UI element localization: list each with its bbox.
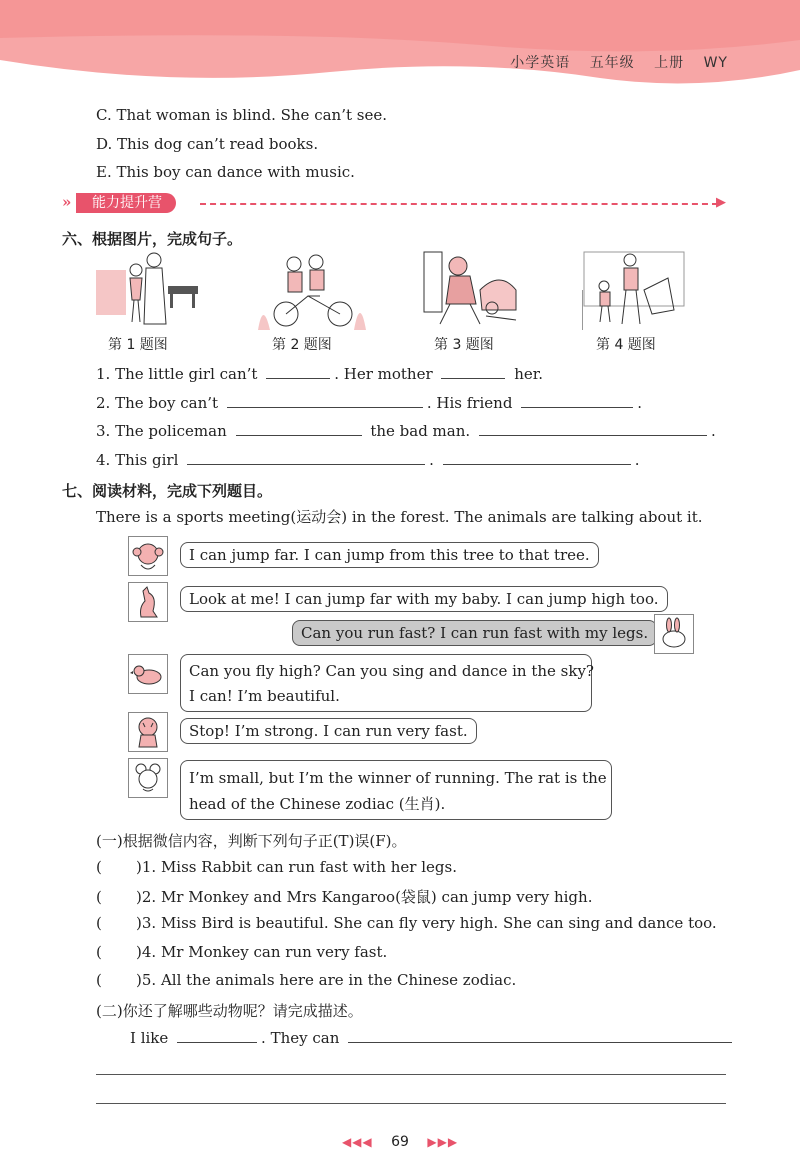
- q3-num: 3.: [96, 422, 111, 440]
- q2-blank-1[interactable]: [227, 393, 423, 408]
- tf-text-3: Miss Bird is beautiful. She can fly very high. She can sing and dance too.: [160, 914, 717, 932]
- tf-item-1: [96, 858, 457, 876]
- tf-paren-1[interactable]: (: [96, 858, 102, 876]
- footer-left-arrows-icon: ◀◀◀: [341, 1135, 373, 1149]
- tf-item-3: [96, 914, 717, 932]
- banner-arrow-icon: »: [62, 193, 72, 211]
- section-banner: 能力提升营: [76, 193, 176, 213]
- chat-bubble-kangaroo: Look at me! I can jump far with my baby. I can jump high too.: [180, 586, 668, 612]
- picture-2: [258, 250, 368, 330]
- caption-2: 第 2 题图: [272, 337, 332, 353]
- page-number: 69: [391, 1134, 409, 1150]
- q1-num: 1.: [96, 365, 111, 383]
- picture-3: [420, 250, 530, 330]
- q2-text-a: The boy can’t: [115, 394, 219, 412]
- writing-line-2[interactable]: [96, 1103, 726, 1104]
- q4-blank-1[interactable]: [187, 450, 425, 465]
- chat-bubble-rabbit: Can you run fast? I can run fast with my legs.: [292, 620, 657, 646]
- q4-text-b: .: [429, 451, 434, 469]
- header-subject: 小学英语: [510, 55, 571, 71]
- option-c: C. That woman is blind. She can’t see.: [96, 106, 387, 124]
- q2-blank-2[interactable]: [521, 393, 633, 408]
- q1-text-c: her.: [514, 365, 544, 383]
- caption-4: 第 4 题图: [596, 337, 656, 353]
- header-volume: 上册: [654, 55, 685, 71]
- part2-blank-ability[interactable]: [348, 1028, 732, 1043]
- q2-num: 2.: [96, 394, 111, 412]
- q2-text-b: . His friend: [426, 394, 513, 412]
- question-4: [96, 450, 640, 469]
- q4-blank-2[interactable]: [443, 450, 631, 465]
- option-e: E. This boy can dance with music.: [96, 163, 355, 181]
- kangaroo-icon: [128, 582, 168, 622]
- part2-text-a: I like: [130, 1029, 169, 1047]
- q1-text-b: . Her mother: [334, 365, 433, 383]
- tf-text-2: Mr Monkey and Mrs Kangaroo(袋鼠) can jump very high.: [160, 888, 593, 906]
- bird-icon: [128, 654, 168, 694]
- footer-right-arrows-icon: ▶▶▶: [427, 1135, 459, 1149]
- tf-paren-4[interactable]: (: [96, 943, 102, 961]
- tf-item-2: [96, 886, 592, 907]
- rat-line-2: head of the Chinese zodiac (生肖).: [189, 795, 446, 813]
- q4-num: 4.: [96, 451, 111, 469]
- q3-text-b: the bad man.: [370, 422, 471, 440]
- tf-item-4: [96, 943, 387, 961]
- tf-num-5: )5.: [136, 971, 157, 989]
- bird-line-1: Can you fly high? Can you sing and dance in the sky?: [189, 662, 594, 680]
- question-2: [96, 393, 642, 412]
- question-1: [96, 364, 543, 383]
- q4-text-a: This girl: [115, 451, 179, 469]
- picture-4: [582, 250, 692, 330]
- page-footer: [0, 1134, 800, 1150]
- chat-bubble-rat: [180, 760, 612, 820]
- tf-num-4: )4.: [136, 943, 157, 961]
- tiger-icon: [128, 712, 168, 752]
- section6-title: 六、根据图片，完成句子。: [62, 230, 243, 248]
- rat-line-1: I’m small, but I’m the winner of running. The rat is the: [189, 769, 607, 787]
- q1-blank-1[interactable]: [266, 364, 330, 379]
- tf-num-2: )2.: [136, 888, 157, 906]
- part2-sentence: [130, 1028, 736, 1047]
- part2-blank-animal[interactable]: [177, 1028, 257, 1043]
- q1-blank-2[interactable]: [441, 364, 505, 379]
- rat-icon: [128, 758, 168, 798]
- chat-bubble-bird: [180, 654, 592, 712]
- bird-line-2: I can! I’m beautiful.: [189, 687, 340, 705]
- q3-blank-2[interactable]: [479, 421, 707, 436]
- header-band: [0, 0, 800, 90]
- chat-bubble-monkey: I can jump far. I can jump from this tree to that tree.: [180, 542, 599, 568]
- tf-text-5: All the animals here are in the Chinese zodiac.: [160, 971, 517, 989]
- part2-title: (二)你还了解哪些动物呢？请完成描述。: [96, 1002, 363, 1020]
- banner-dashed-line: [200, 203, 718, 205]
- header-edition: WY: [703, 55, 728, 71]
- header-info: [496, 52, 728, 72]
- q3-text-a: The policeman: [115, 422, 227, 440]
- caption-3: 第 3 题图: [434, 337, 494, 353]
- caption-1: 第 1 题图: [108, 337, 168, 353]
- tf-paren-5[interactable]: (: [96, 971, 102, 989]
- writing-line-1[interactable]: [96, 1074, 726, 1075]
- header-grade: 五年级: [589, 55, 635, 71]
- q4-text-c: .: [634, 451, 640, 469]
- section7-intro: There is a sports meeting(运动会) in the forest. The animals are talking about it.: [96, 508, 703, 526]
- part1-title: (一)根据微信内容，判断下列句子正(T)误(F)。: [96, 832, 407, 850]
- section7-title: 七、阅读材料，完成下列题目。: [62, 482, 273, 500]
- part2-text-b: . They can: [261, 1029, 340, 1047]
- option-d: D. This dog can’t read books.: [96, 135, 319, 153]
- tf-text-4: Mr Monkey can run very fast.: [160, 943, 388, 961]
- q1-text-a: The little girl can’t: [115, 365, 258, 383]
- picture-1: [96, 250, 206, 330]
- tf-num-1: )1.: [136, 858, 157, 876]
- tf-paren-2[interactable]: (: [96, 888, 102, 906]
- tf-item-5: [96, 971, 516, 989]
- q3-blank-1[interactable]: [236, 421, 362, 436]
- tf-text-1: Miss Rabbit can run fast with her legs.: [160, 858, 457, 876]
- tf-num-3: )3.: [136, 914, 157, 932]
- rabbit-icon: [654, 614, 694, 654]
- q2-text-c: .: [637, 394, 642, 412]
- question-3: [96, 421, 716, 440]
- banner-arrow-tip-icon: ▶: [716, 195, 726, 210]
- monkey-icon: [128, 536, 168, 576]
- tf-paren-3[interactable]: (: [96, 914, 102, 932]
- q3-text-c: .: [710, 422, 716, 440]
- chat-bubble-tiger: Stop! I’m strong. I can run very fast.: [180, 718, 477, 744]
